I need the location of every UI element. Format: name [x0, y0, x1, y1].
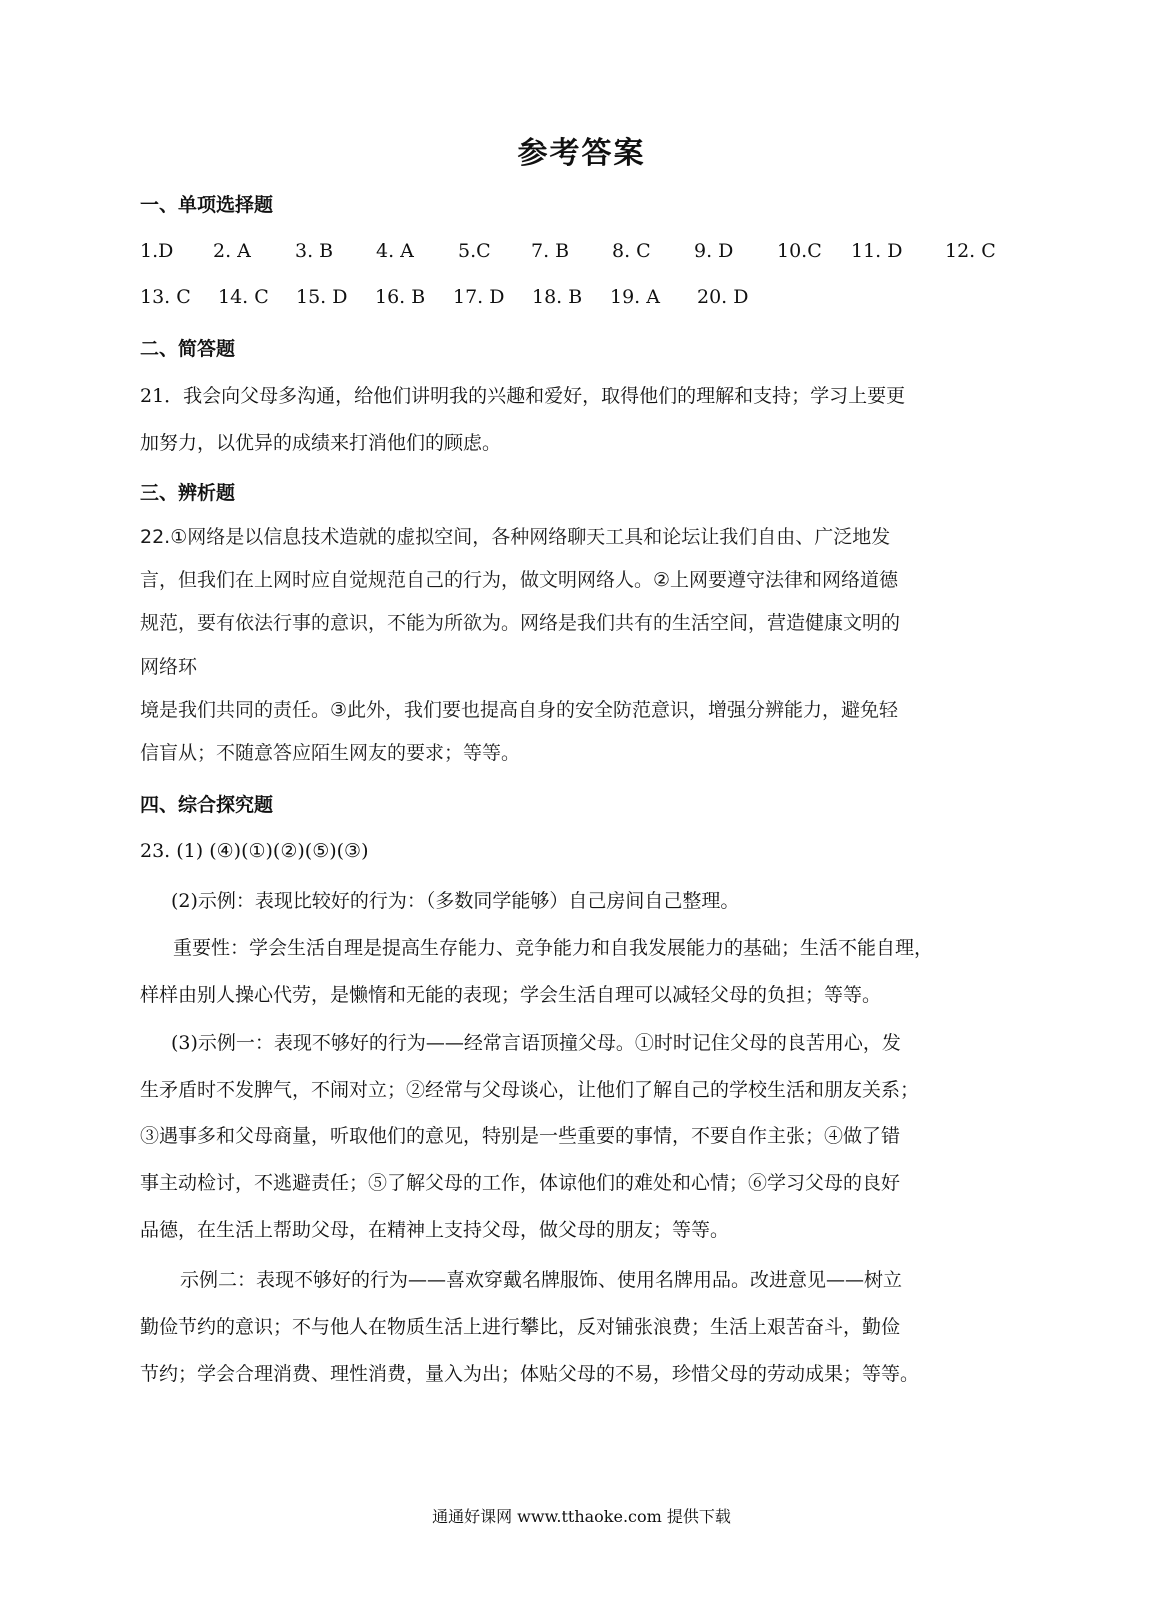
- q21-line: 21．我会向父母多沟通，给他们讲明我的兴趣和爱好，取得他们的理解和支持；学习上要更: [140, 385, 906, 407]
- answer-item: 19. A: [610, 286, 660, 308]
- answer-item: 3. B: [295, 240, 334, 262]
- answer-item: 17. D: [453, 286, 505, 308]
- q23-line: 样样由别人操心代劳，是懒惰和无能的表现；学会生活自理可以减轻父母的负担；等等。: [140, 984, 882, 1006]
- answer-item: 15. D: [296, 286, 348, 308]
- q23-line: 23. (1) (④)(①)(②)(⑤)(③): [140, 840, 369, 862]
- q22-line: 言，但我们在上网时应自觉规范自己的行为，做文明网络人。②上网要遵守法律和网络道德: [140, 569, 899, 591]
- q23-line: (3)示例一：表现不够好的行为——经常言语顶撞父母。①时时记住父母的良苦用心，发: [171, 1032, 901, 1054]
- answer-item: 14. C: [218, 286, 269, 308]
- q23-line: ③遇事多和父母商量，听取他们的意见，特别是一些重要的事情，不要自作主张；④做了错: [140, 1125, 901, 1147]
- answer-item: 4. A: [376, 240, 414, 262]
- answer-item: 18. B: [532, 286, 583, 308]
- section-heading-choice: 一、单项选择题: [140, 194, 274, 216]
- q23-line: 事主动检讨，不逃避责任；⑤了解父母的工作，体谅他们的难处和心情；⑥学习父母的良好: [140, 1172, 901, 1194]
- answer-item: 16. B: [375, 286, 426, 308]
- answer-item: 1.D: [140, 240, 174, 262]
- q22-line: 规范，要有依法行事的意识，不能为所欲为。网络是我们共有的生活空间，营造健康文明的: [140, 612, 901, 634]
- section-heading-short-answer: 二、简答题: [140, 338, 236, 360]
- answer-item: 2. A: [213, 240, 251, 262]
- q23-line: 示例二：表现不够好的行为——喜欢穿戴名牌服饰、使用名牌用品。改进意见——树立: [180, 1269, 903, 1291]
- answer-item: 5.C: [458, 240, 491, 262]
- q23-line: 生矛盾时不发脾气，不闹对立；②经常与父母谈心，让他们了解自己的学校生活和朋友关系；: [140, 1079, 920, 1101]
- q22-line: 信盲从；不随意答应陌生网友的要求；等等。: [140, 742, 521, 764]
- q23-line: 重要性：学会生活自理是提高生存能力、竞争能力和自我发展能力的基础；生活不能自理，: [173, 937, 934, 959]
- answer-item: 7. B: [531, 240, 570, 262]
- q22-line: 境是我们共同的责任。③此外，我们要也提高自身的安全防范意识，增强分辨能力，避免轻: [140, 699, 899, 721]
- answer-item: 8. C: [612, 240, 651, 262]
- page-title: 参考答案: [517, 136, 646, 171]
- answer-item: 13. C: [140, 286, 191, 308]
- q23-line: 勤俭节约的意识；不与他人在物质生活上进行攀比，反对铺张浪费；生活上艰苦奋斗，勤俭: [140, 1316, 901, 1338]
- footer-source: 通通好课网 www.tthaoke.com 提供下载: [432, 1507, 731, 1526]
- answer-item: 9. D: [694, 240, 734, 262]
- q21-line: 加努力，以优异的成绩来打消他们的顾虑。: [140, 432, 502, 454]
- answer-item: 12. C: [945, 240, 996, 262]
- q23-line: 品德，在生活上帮助父母，在精神上支持父母，做父母的朋友；等等。: [140, 1219, 730, 1241]
- answer-item: 11. D: [851, 240, 903, 262]
- answer-item: 10.C: [777, 240, 822, 262]
- section-heading-analysis: 三、辨析题: [140, 482, 236, 504]
- q23-line: 节约；学会合理消费、理性消费，量入为出；体贴父母的不易，珍惜父母的劳动成果；等等。: [140, 1363, 920, 1385]
- answer-item: 20. D: [697, 286, 749, 308]
- section-heading-inquiry: 四、综合探究题: [140, 794, 274, 816]
- q22-line: 网络环: [140, 656, 198, 678]
- q22-line: 22.①网络是以信息技术造就的虚拟空间，各种网络聊天工具和论坛让我们自由、广泛地发: [140, 526, 891, 548]
- q23-line: (2)示例：表现比较好的行为：（多数同学能够）自己房间自己整理。: [171, 890, 740, 912]
